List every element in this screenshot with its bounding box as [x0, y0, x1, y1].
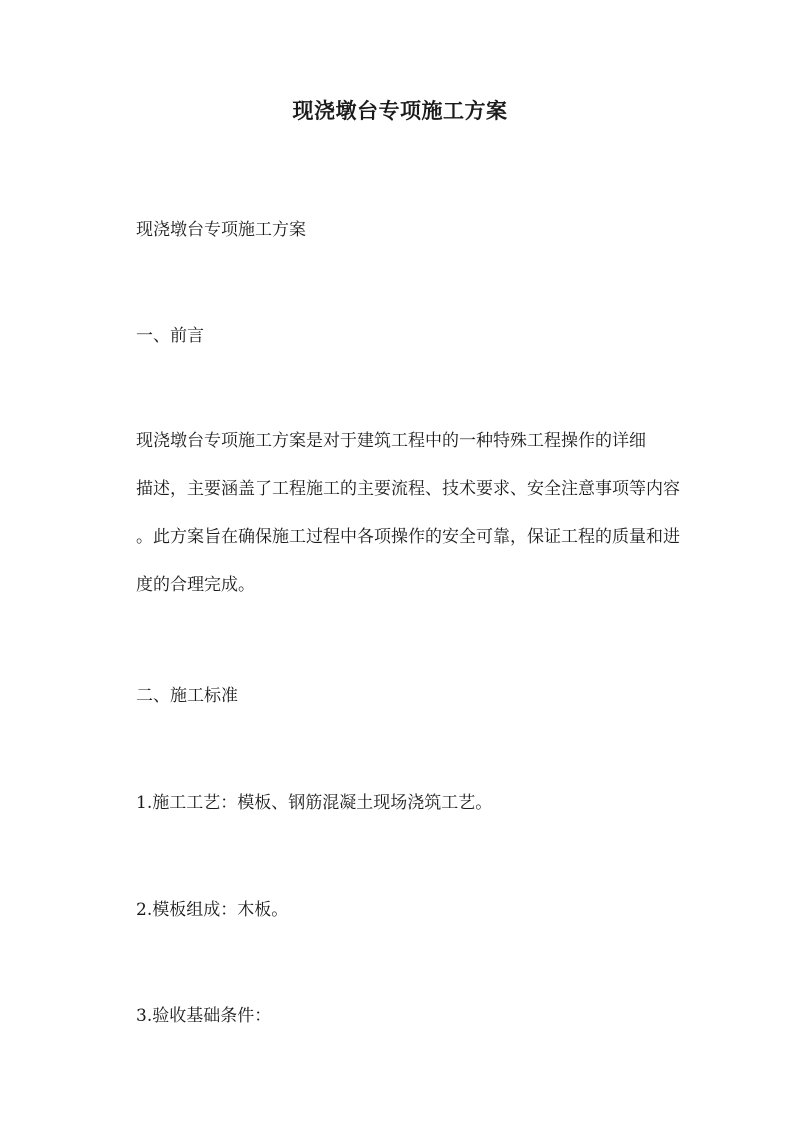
section-heading-standards: 二、施工标准	[136, 686, 238, 706]
document-subtitle: 现浇墩台专项施工方案	[136, 220, 306, 240]
paragraph-line: 。此方案旨在确保施工过程中各项操作的安全可靠，保证工程的质量和进	[136, 527, 680, 547]
document-title: 现浇墩台专项施工方案	[292, 98, 508, 123]
paragraph-line: 描述，主要涵盖了工程施工的主要流程、技术要求、安全注意事项等内容	[136, 479, 680, 499]
list-item: 2.模板组成：木板。	[136, 900, 289, 920]
paragraph-line: 现浇墩台专项施工方案是对于建筑工程中的一种特殊工程操作的详细	[136, 431, 646, 451]
list-item: 1.施工工艺：模板、钢筋混凝土现场浇筑工艺。	[136, 793, 493, 813]
list-item: 3.验收基础条件：	[136, 1006, 272, 1026]
paragraph-line: 度的合理完成。	[136, 575, 255, 595]
section-heading-preface: 一、前言	[136, 326, 204, 346]
